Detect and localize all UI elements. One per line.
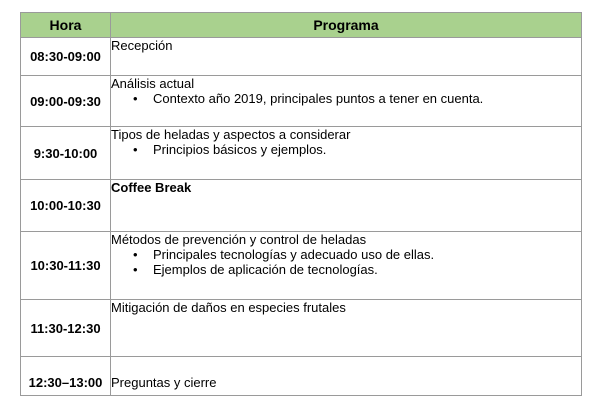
time-cell: 12:30–13:00 bbox=[21, 357, 111, 396]
program-cell bbox=[111, 76, 582, 127]
session-title: Mitigación de daños en especies frutales bbox=[111, 300, 346, 315]
time-cell: 9:30-10:00 bbox=[21, 127, 111, 180]
list-item-text: Principales tecnologías y adecuado uso de ellas. bbox=[153, 247, 435, 262]
bullet-icon: • bbox=[133, 91, 138, 106]
time-cell: 11:30-12:30 bbox=[21, 300, 111, 357]
program-cell bbox=[111, 38, 582, 76]
header-hora: Hora bbox=[21, 13, 111, 38]
list-item-text: Contexto año 2019, principales puntos a tener en cuenta. bbox=[153, 91, 484, 106]
session-title: Análisis actual bbox=[111, 76, 195, 91]
list-item bbox=[111, 247, 581, 262]
time-cell: 08:30-09:00 bbox=[21, 38, 111, 76]
session-title: Tipos de heladas y aspectos a considerar bbox=[111, 127, 351, 142]
list-item bbox=[111, 262, 581, 277]
table-row bbox=[21, 232, 582, 300]
table-row bbox=[21, 300, 582, 357]
bullet-list bbox=[111, 247, 581, 277]
bullet-icon: • bbox=[133, 247, 138, 262]
session-title: Coffee Break bbox=[111, 180, 192, 195]
time-cell: 09:00-09:30 bbox=[21, 76, 111, 127]
list-item-text: Ejemplos de aplicación de tecnologías. bbox=[153, 262, 378, 277]
schedule-table bbox=[20, 12, 582, 396]
program-cell bbox=[111, 180, 582, 232]
header-programa: Programa bbox=[111, 13, 582, 38]
session-title: Preguntas y cierre bbox=[111, 375, 217, 390]
list-item bbox=[111, 91, 581, 106]
program-cell bbox=[111, 300, 582, 357]
list-item-text: Principios básicos y ejemplos. bbox=[153, 142, 327, 157]
bullet-list bbox=[111, 142, 581, 157]
bullet-list bbox=[111, 91, 581, 106]
program-cell bbox=[111, 357, 582, 396]
table-row bbox=[21, 127, 582, 180]
table-row bbox=[21, 180, 582, 232]
table-row bbox=[21, 76, 582, 127]
header-row bbox=[21, 13, 582, 38]
time-cell: 10:00-10:30 bbox=[21, 180, 111, 232]
bullet-icon: • bbox=[133, 142, 138, 157]
bullet-icon: • bbox=[133, 262, 138, 277]
table-row bbox=[21, 38, 582, 76]
program-cell bbox=[111, 232, 582, 300]
list-item bbox=[111, 142, 581, 157]
session-title: Recepción bbox=[111, 38, 173, 53]
program-cell bbox=[111, 127, 582, 180]
table-row bbox=[21, 357, 582, 396]
time-cell: 10:30-11:30 bbox=[21, 232, 111, 300]
session-title: Métodos de prevención y control de heladas bbox=[111, 232, 367, 247]
